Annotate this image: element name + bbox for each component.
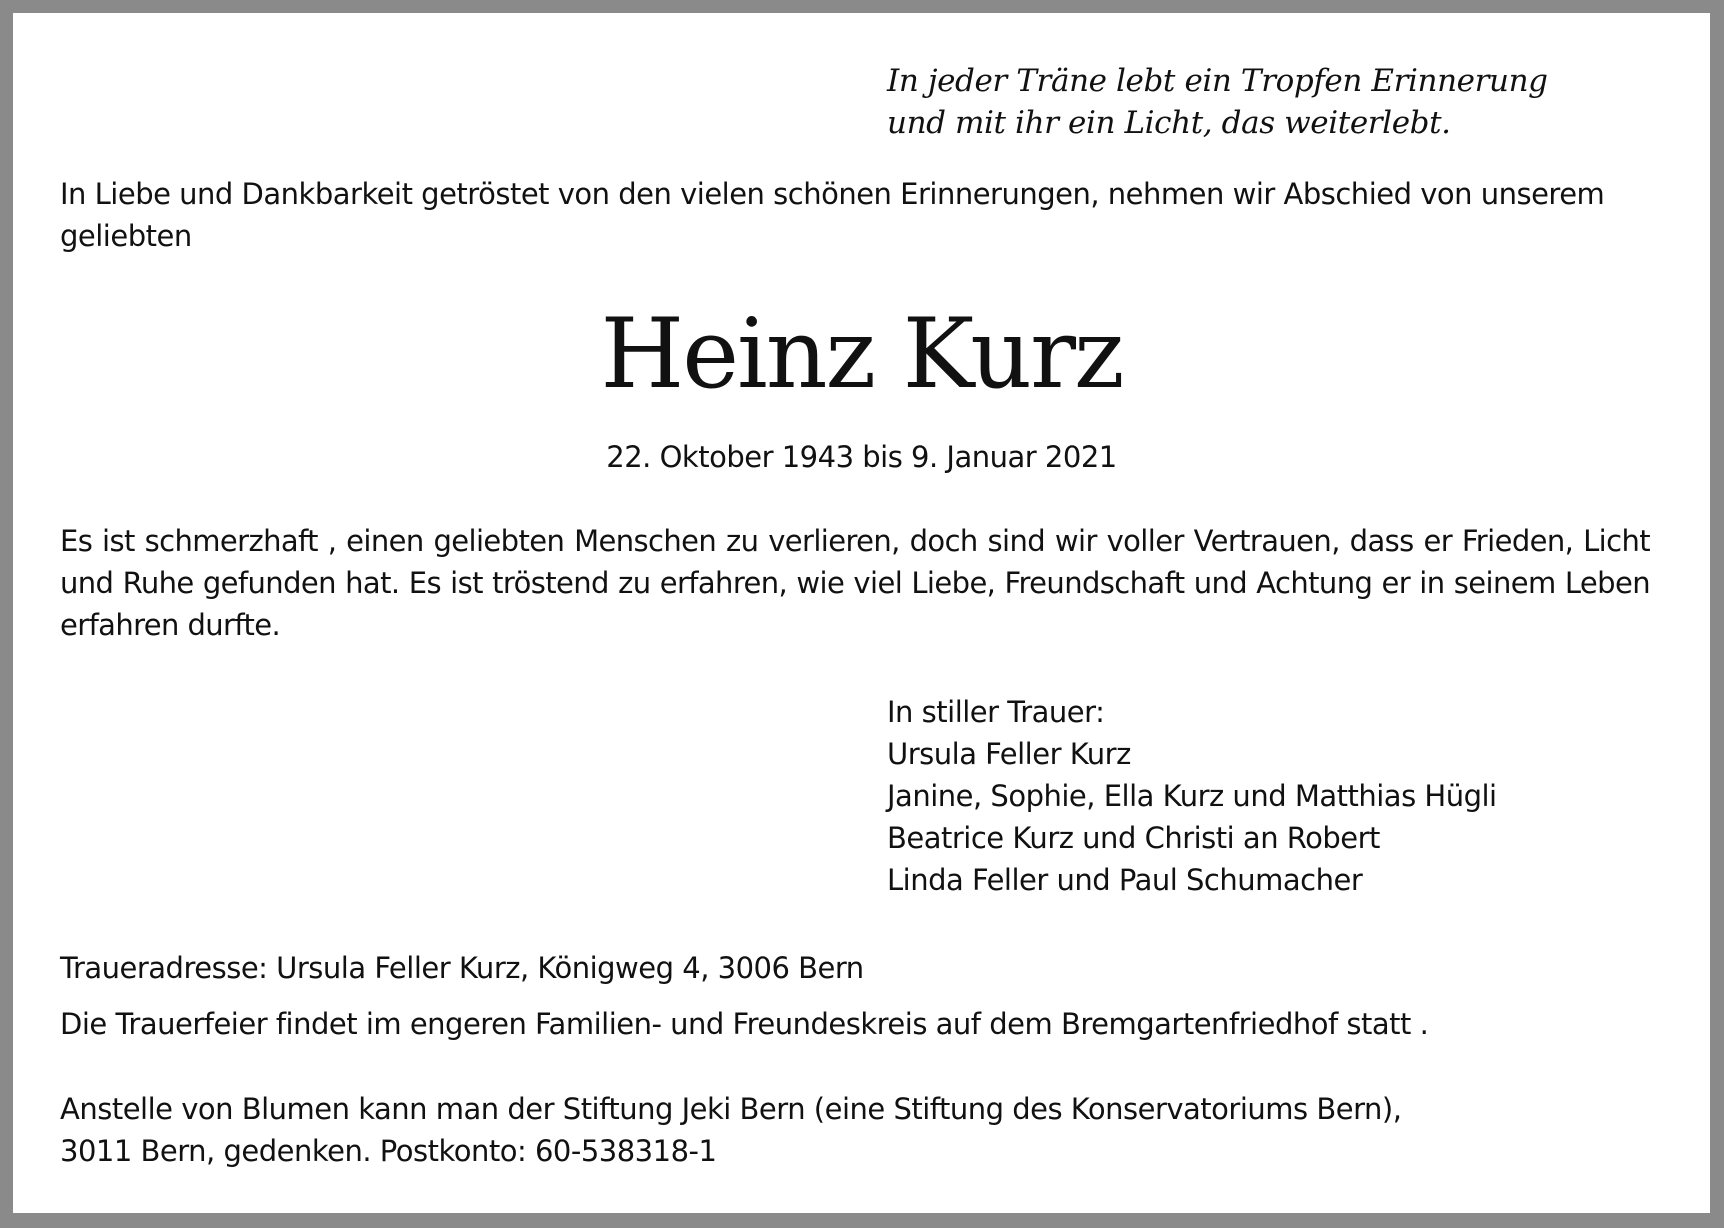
motto-quote <box>887 60 1548 144</box>
motto-line-1: In jeder Träne lebt ein Tropfen Erinnerung <box>887 63 1548 99</box>
obituary-notice <box>13 13 1710 1213</box>
mourning-address: Traueradresse: Ursula Feller Kurz, Königweg 4, 3006 Bern <box>60 951 864 985</box>
donation-line-1: Anstelle von Blumen kann man der Stiftung Jeki Bern (eine Stiftung des Konservatoriums Bern), <box>60 1092 1402 1126</box>
donation-line-2: 3011 Bern, gedenken. Postkonto: 60-538318-1 <box>60 1134 717 1168</box>
life-dates: 22. Oktober 1943 bis 9. Januar 2021 <box>606 440 1117 474</box>
donation-info <box>60 1088 1401 1172</box>
mourners-heading: In stiller Trauer: <box>887 695 1105 729</box>
motto-line-2: und mit ihr ein Licht, das weiterlebt. <box>887 105 1451 141</box>
mourner-name: Linda Feller und Paul Schumacher <box>887 863 1363 897</box>
mourners-list <box>887 691 1497 901</box>
mourner-name: Ursula Feller Kurz <box>887 737 1131 771</box>
mourner-name: Beatrice Kurz und Christi an Robert <box>887 821 1380 855</box>
intro-paragraph: In Liebe und Dankbarkeit getröstet von den vielen schönen Erinnerungen, nehmen wir Abschied von unserem geliebten <box>60 177 1605 253</box>
ceremony-info: Die Trauerfeier findet im engeren Familien- und Freundeskreis auf dem Bremgartenfriedhof statt . <box>60 1007 1429 1041</box>
condolence-paragraph: Es ist schmerzhaft , einen geliebten Menschen zu verlieren, doch sind wir voller Vertrauen, dass er Frieden, Licht und Ruhe gefunden hat. Es ist tröstend zu erfahren, wie viel Liebe, Freundschaft und Achtung er in seinem Leben erfahren durfte. <box>60 524 1650 642</box>
mourner-name: Janine, Sophie, Ella Kurz und Matthias Hügli <box>887 779 1497 813</box>
deceased-name: Heinz Kurz <box>600 298 1123 410</box>
